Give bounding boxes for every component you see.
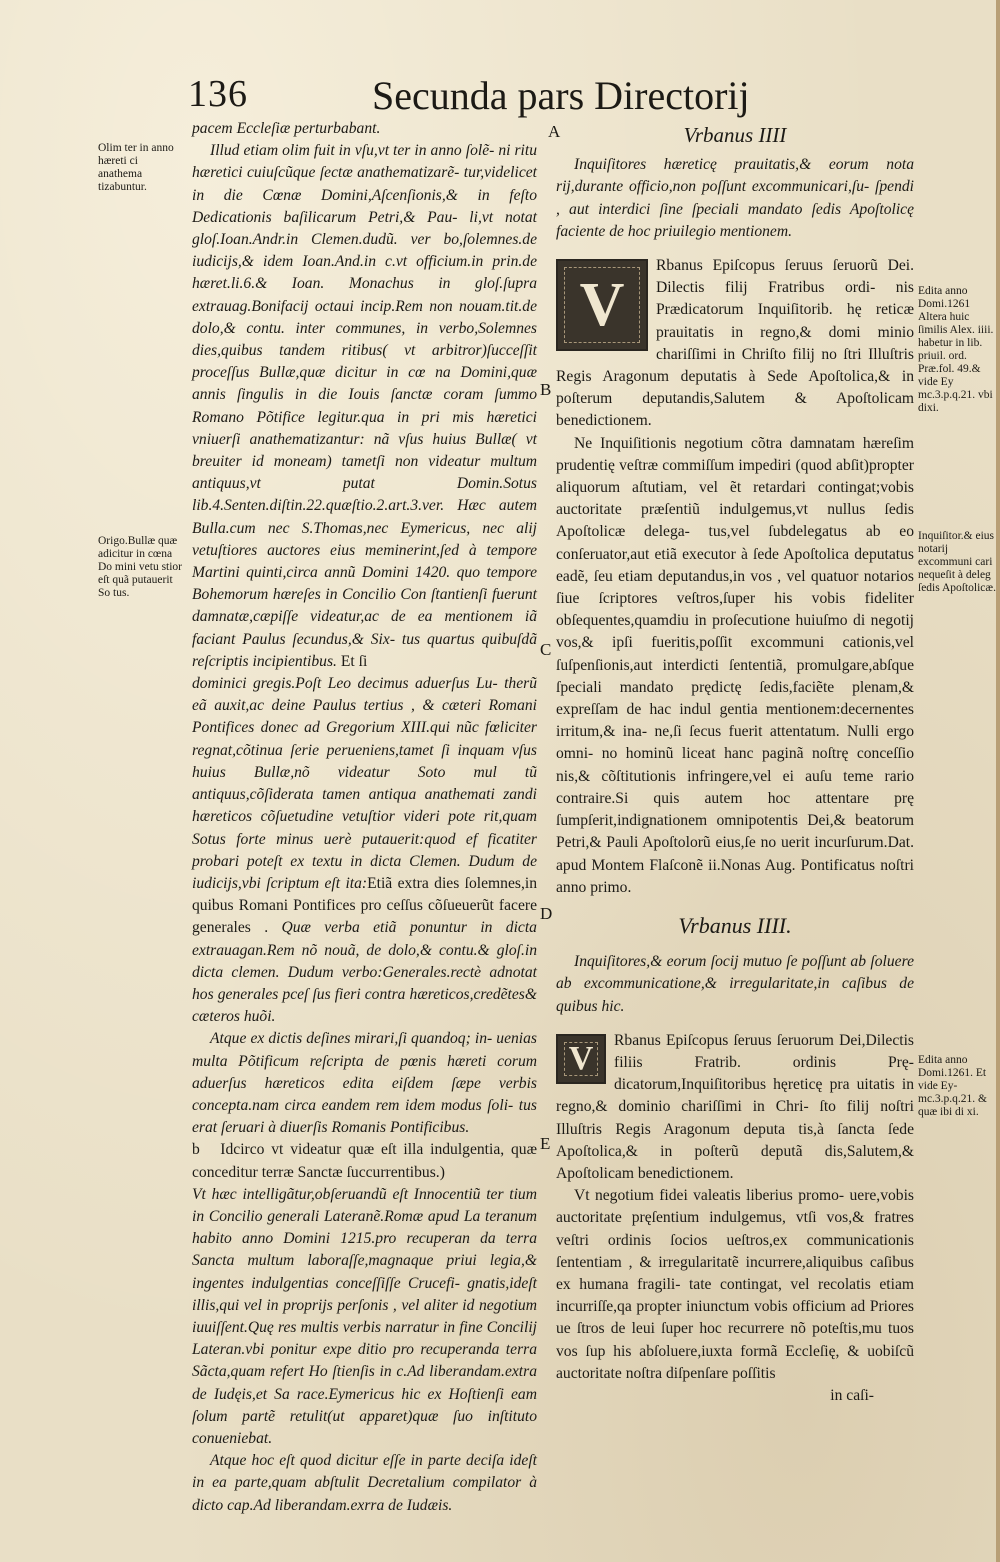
document-heading: Vrbanus IIII (683, 123, 787, 147)
catchword: in caſi- (830, 1386, 874, 1404)
running-head: Secunda pars Directorij (372, 73, 750, 118)
note-number: b (192, 1141, 200, 1159)
paragraph-text-roman: Et ſi (340, 652, 368, 670)
letter-body-1 (556, 255, 914, 433)
initial-letter (556, 1034, 606, 1084)
margin-note-left-1: Olim ter in anno hæreti ci anathema tizabuntur. (98, 142, 174, 193)
paragraph: Ne Inquiſitionis negotium cõtra damnatam hæreſim prudentię veſtræ commiſſum impediri (quod abſit)propter aliquorum aſtutiam, vel ẽt retardari contingat;vobis auctoritate præſentiũ indulgemus,vt nullus ſedis Apoſtolicæ delega- tus,vel ſubdelegatus ab eo conſeruator,aut etiã executor à ſede Apoſtolica deputatus eadẽ, ſeu etiam deputandus,in vos , vel quatuor notarios ſiue ſcriptores veſtros,ſuper his vobis fideliter obſequentes,quamdiu in proſecutione huiuſmo di negotij vos,& ipſi fueritis,poſſit excommuni cationis,vel ſuſpenſionis,aut interdicti ſententiã, promulgare,abſque ſpeciali mandato prędictę ſedis,faciẽte plenam,& expreſſam de hac indul gentia mentionem:decernentes irritum,& ina- ne,ſi ſecus fuerit attentatum. Nulli ergo omni- no hominũ liceat hanc paginã noſtrę conceſſio nis,& cõſtitutionis infringere,vel ei auſu teme rario contraire.Si quis autem hoc attentare prę ſumpſerit,indignationem omnipotentis Dei,& beatorum Petri,& Pauli Apoſtolorũ eius,ſe no uerit incurſurum.Dat. apud Montem Flaſconẽ ii.Nonas Aug. Pontificatus noſtri anno primo. (556, 434, 914, 896)
section-letter-d: D (540, 904, 553, 923)
right-column (556, 118, 914, 1407)
document-heading: Vrbanus IIII. (678, 912, 792, 938)
section-letter-e: E (540, 1134, 551, 1153)
paragraph: pacem Eccleſiæ perturbabant. (192, 120, 381, 137)
initial-letter-glyph: V (579, 271, 625, 340)
paragraph-text: Quæ verba etiã ponuntur in dicta extrauagan.Rem nõ nouã, de dolo,& contu.& gloſ.in dicta clemen. Dudum verbo:Generales.rectè adnotat hos generales pceſ ſus fieri contra hæreticos,credẽtes& cæteros huõi. (192, 919, 537, 1026)
paragraph: Atque hoc eſt quod dicitur eſſe in parte deciſa ideſt in ea parte,quam abſtulit Decretalium compilator à dicto cap.Ad liberandam.exrra de Iudæis. (192, 1452, 537, 1514)
paragraph: Rbanus Epiſcopus ſeruus ſeruorũ Dei. Dilectis filij Fratribus ordi- nis Prædicatorum Inquiſitorib. hę reticæ prauitatis in regno,& domi minio chariſſimi in Chriſto filij no ſtri Illuſtris Regis Aragonum deputatis à Sede Apoſtolica,& in poſterum deputandis,Salutem & Apoſtolicam benedictionem. (556, 257, 914, 430)
section-letter-b: B (540, 380, 552, 399)
initial-letter-glyph: V (568, 1039, 594, 1077)
paragraph-text: Illud etiam olim fuit in vſu,vt ter in anno ſolẽ- ni ritu hæretici cuiuſcũque ſectæ anathematizarẽ- tur,videlicet in die Cœnæ Domini,Aſcenſionis,& in feſto Dedicationis baſilicarum Petri,& Pau- li,vt notat gloſ.Ioan.Andr.in Clemen.dudũ. ver bo,ſolemnes.de iudicijs,& idem Ioan.And.in c.vt officium.in prin.de hæret.li.6.& Ioan. Monachus in gloſ.ſupra extrauag.Bonifacij octaui incip.Rem non nouam.tit.de dolo,& contu. inter communes, in verbo,Solemnes dies,quibus tandem ritibus( vt arbitror)ſucceſſit proceſſus Bullæ,quæ dicitur in cœ na Domini,quæ annis ſingulis in die Iouis ſanctæ coram ſummo Romano Põtifice legitur.qua in pri mis hæretici vniuerſi anathematizantur: nã vſus huius Bullæ( vt breuiter id moneam) tametſi non videatur multum antiquus,vt putat Domin.Sotus lib.4.Senten.diſtin.22.quæſtio.2.art.3.ver. Hæc autem Bulla.cum nec S.Thomas,nec Eymericus, nec alij vetuſtiores auctores eius meminerint,ſed à tempore Martini quinti,circa annũ Domini 1420. quo tempore Bohemorum hæreſes in Concilio Con ſtantienſi fuerunt damnatæ,cæpiſſe videatur,ac de ea mentionem iã faciant Paulus ſecundus,& Six- tus quartus quibuſdã reſcriptis incipientibus. (192, 142, 537, 670)
document-summary: Inquiſitores,& eorum ſocij mutuo ſe poſſunt ab ſoluere ab excommunicatione,& irregularitate,in caſibus de quibus hic. (556, 953, 914, 1015)
paragraph-text-roman: Etiã extra dies ſolemnes,in quibus Romani Pontifices pro ceſſus cõſueuerũt facere generales . (192, 874, 537, 937)
letter-body-2 (556, 1030, 914, 1185)
page-edge (996, 0, 1000, 1562)
paragraph: Atque ex dictis deſines mirari,ſi quandoq; in- uenias multa Põtificum reſcripta de pœnis hæreti corum aduerſus hæreticos edita eiſdem ſæpe verbis concepta.nam circa eandem rem idem modus ſoli- tus erat ſeruari à diuerſis Romanis Pontificibus. (192, 1030, 537, 1137)
paragraph (192, 140, 537, 673)
section-letter-c: C (540, 640, 552, 659)
document-summary: Inquiſitores hæreticę prauitatis,& eorum nota rij,durante officio,non poſſunt excommunicari,ſu- ſpendi , aut interdici ſine ſpeciali mandato ſedis Apoſtolicę faciente de hoc priuilegio mentionem. (556, 156, 914, 240)
margin-note-left-2: Origo.Bullæ quæ adicitur in cœna Do mini vetu stior eſt quã putauerit So tus. (98, 535, 183, 599)
paragraph: Vt hæc intelligãtur,obſeruandũ eſt Innocentiũ ter tium in Concilio generali Lateranẽ.Romæ apud La teranum habito anno Domini 1215.pro recuperan da terra Sancta multum laboraſſe,magnaque priui legia,& ingentes indulgentias conceſſiſſe Crucefi- gnatis,ideſt illis,qui vel in proprijs perſonis , vel aliter id negotium iuuiſſent.Quę res multis verbis narratur in fine Concilij Lateran.vbi ponitur expe ditio pro recuperanda terra Sãcta,quam refert Ho ſtienſis in c.Ad liberandam.extra de Iudęis,et Sa race.Eymericus hic ex Hoſtienſi eam ſolum partẽ retulit(ut apparet)quæ ſuo inſtituto conueniebat. (192, 1185, 537, 1447)
margin-note-right-1: Edita anno Domi.1261 Altera huic ſimilis Alex. iiii. habetur in lib. priuil. ord. Præ.fol. 49.& vide Ey mc.3.p.q.21. vbi dixi. (918, 285, 994, 414)
paragraph: Rbanus Epiſcopus ſeruus ſeruorum Dei,Dilectis filiis Fratrib. ordinis Prę- dicatorum,Inquiſitoribus hęreticę pra uitatis in regno,& dominio chariſſimi in Chri- ſto filij noſtri Illuſtris Regis Aragonum deputa tis,à ſancta ſede Apoſtolica,& in poſterũ deputã dis,Salutem,& Apoſtolicam benedictionem. (556, 1031, 914, 1182)
paragraph (192, 673, 537, 1028)
margin-note-right-2: Inquiſitor.& eius notarij excommuni cari nequeſit à deleg ſedis Apoſtolicæ. (918, 530, 996, 594)
initial-letter (556, 259, 648, 351)
section-letter-a: A (548, 122, 561, 141)
left-column (192, 118, 537, 1517)
paragraph (192, 1139, 537, 1183)
paragraph-text: Idcirco vt videatur quæ eſt illa indulgentia, quæ conceditur terræ Sanctæ ſuccurrentibus.) (192, 1141, 537, 1181)
margin-note-right-3: Edita anno Domi.1261. Et vide Ey- mc.3.p.q.21. & quæ ibi di xi. (918, 1054, 987, 1118)
paragraph-text: dominici gregis.Poſt Leo decimus aduerſus Lu- therũ eã auxit,ac deine Paulus tertius , & cæteri Romani Pontifices donec ad Gregorium XIII.qui nũc fœliciter regnat,cõtinua ſerie perueniens,tamet ſi inquam vſus huius Bullæ,nõ videatur Soto mul tũ antiquus,cõſiderata tamen antiqua anathemati zandi hæreticos cõſuetudine vetuſtior videri pote rit,quam Sotus forte minus uerè putauerit:quod ef ficatiter probari poteſt ex textu in dicta Clemen. Dudum de iudicijs,vbi ſcriptum eſt ita: (192, 675, 537, 892)
paragraph: Vt negotium fidei valeatis liberius promo- uere,vobis auctoritate pręſentium indulgemus, vtſi vos,& fratres veſtri ordinis ſocios ueſtros,ex communicationis ſententiam , & irregularitatẽ incurrere,aliquibus caſibus ex humana fragili- tate contingat, vel recolatis etiam incurriſſe,qa propter iniunctum vobis officium ad Priores ue ſtros de leui ſuper hoc recurrere nõ poteſtis,mu tuos vos ſup his abſoluere,iuxta formã Eccleſię, & uobiſcũ auctoritate noſtra diſpenſare poſſitis (556, 1187, 914, 1382)
page-number: 136 (188, 73, 248, 115)
